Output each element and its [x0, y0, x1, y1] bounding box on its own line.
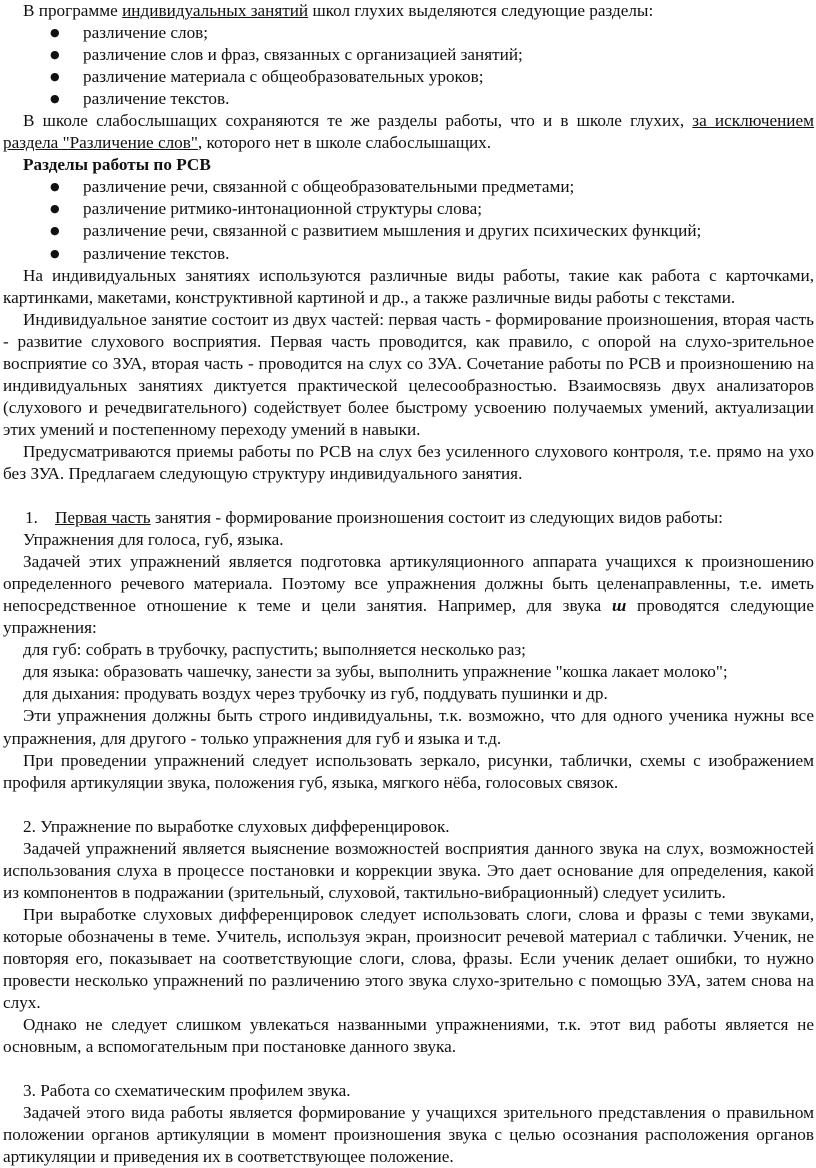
list-item: ● различение речи, связанной с развитием мышления и других психических функций;	[3, 220, 814, 242]
list-item: ● различение слов;	[3, 22, 814, 44]
italic-letter: ш	[612, 596, 627, 616]
paragraph: для дыхания: продувать воздух через трубочку из губ, поддувать пушинки и др.	[23, 684, 608, 704]
bullet-icon: ●	[50, 70, 60, 84]
paragraph: Упражнения для голоса, губ, языка.	[23, 530, 284, 550]
bullet-icon: ●	[50, 180, 60, 194]
paragraph: Индивидуальное занятие состоит из двух частей: первая часть - формирование произношения, вторая часть - развитие слухового восприятия. Первая часть проводится, как правило, с опорой на слухо-зрительное восприятие со ЗУА, вторая часть - проводится на слух со ЗУА. Сочетание работы по РСВ и произношению на индивидуальных занятиях диктуется практической целесообразностью. Взаимосвязь двух анализаторов (слухового и речедвигательного) содействует более быстрому усвоению получаемых умений, актуализации этих умений и постепенному переходу умений в навыки.	[3, 309, 814, 439]
section-1-title: 1. Первая часть занятия - формирование произношения состоит из следующих видов работы:	[25, 508, 723, 528]
list-item: ● различение текстов.	[3, 243, 814, 265]
paragraph: При выработке слуховых дифференцировок следует использовать слоги, слова и фразы с теми звуками, которые обозначены в теме. Учитель, используя экран, произносит речевой материал с таблички. Ученик, не повторяя его, показывает на соответствующие слоги, слова, фразы. Если ученик делает ошибки, то нужно провести несколько упражнений по различению этого звука слухо-зрительно с помощью ЗУА, затем снова на слух.	[3, 904, 814, 1013]
underlined-phrase: индивидуальных занятий	[122, 1, 309, 20]
list-item: ● различение ритмико-интонационной структуры слова;	[3, 198, 814, 220]
paragraph: Задачей упражнений является выяснение возможностей восприятия данного звука на слух, возможностей использования слуха в процессе постановки и коррекции звука. Это дает основание для определения, какой из компонентов в подражании (зрительный, слуховой, тактильно-вибрационный) следует усилить.	[3, 838, 814, 902]
list-item: ● различение текстов.	[3, 88, 814, 110]
intro-paragraph: В программе индивидуальных занятий школ глухих выделяются следующие разделы:	[23, 1, 654, 20]
underlined-phrase: Первая часть	[55, 508, 151, 528]
section-2-title: 2. Упражнение по выработке слуховых дифференцировок.	[23, 816, 450, 836]
list-item: ● различение материала с общеобразовательных уроков;	[3, 66, 814, 88]
paragraph: для языка: образовать чашечку, занести за зубы, выполнить упражнение "кошка лакает молоко";	[23, 662, 728, 682]
bullet-icon: ●	[50, 224, 60, 238]
bullet-icon: ●	[50, 202, 60, 216]
paragraph: При проведении упражнений следует использовать зеркало, рисунки, таблички, схемы с изображением профиля артикуляции звука, положения губ, языка, мягкого нёба, голосовых связок.	[3, 750, 814, 792]
underlined-phrase: за исключением раздела "Различение слов"	[3, 111, 815, 153]
spacer	[3, 794, 814, 816]
paragraph: Задачей этого вида работы является формирование у учащихся зрительного представления о правильном положении органов артикуляции в момент произношения звука с целью осознания расположения органов артикуляции и приведения их в соответствующее положение.	[3, 1103, 814, 1167]
paragraph: для губ: собрать в трубочку, распустить; выполняется несколько раз;	[23, 640, 526, 660]
spacer	[3, 485, 814, 507]
rsv-sections-list	[3, 176, 814, 264]
paragraph: Эти упражнения должны быть строго индивидуальны, т.к. возможно, что для одного ученика нужны все упражнения, для другого - только упражнения для губ и языка и т.д.	[3, 706, 814, 748]
bullet-icon: ●	[50, 48, 60, 62]
paragraph: Предусматриваются приемы работы по РСВ на слух без усиленного слухового контроля, т.е. прямо на ухо без ЗУА. Предлагаем следующую структуру индивидуального занятия.	[3, 441, 814, 483]
bullet-icon: ●	[50, 246, 60, 260]
list-item: ● различение речи, связанной с общеобразовательными предметами;	[3, 176, 814, 198]
paragraph: На индивидуальных занятиях используются различные виды работы, такие как работа с карточками, картинками, макетами, конструктивной картиной и др., а также различные виды работы с текстами.	[3, 265, 814, 307]
spacer	[3, 1058, 814, 1080]
deaf-school-sections-list	[3, 22, 814, 110]
list-item: ● различение слов и фраз, связанных с организацией занятий;	[3, 44, 814, 66]
section-3-title: 3. Работа со схематическим профилем звука.	[23, 1081, 351, 1101]
paragraph: Задачей этих упражнений является подготовка артикуляционного аппарата учащихся к произношению определенного речевого материала. Поэтому все упражнения должны быть целенаправленны, т.е. иметь непосредственное отношение к теме и цели занятия. Например, для звука ш проводятся следующие упражнения:	[3, 552, 814, 638]
bullet-icon: ●	[50, 26, 60, 40]
section-heading: Разделы работы по РСВ	[23, 155, 211, 175]
hard-of-hearing-paragraph: В школе слабослышащих сохраняются те же разделы работы, что и в школе глухих, за исключением раздела "Различение слов", которого нет в школе слабослышащих.	[3, 111, 815, 153]
paragraph: Однако не следует слишком увлекаться названными упражнениями, т.к. этот вид работы является не основным, а вспомогательным при постановке данного звука.	[3, 1015, 814, 1057]
bullet-icon: ●	[50, 92, 60, 106]
